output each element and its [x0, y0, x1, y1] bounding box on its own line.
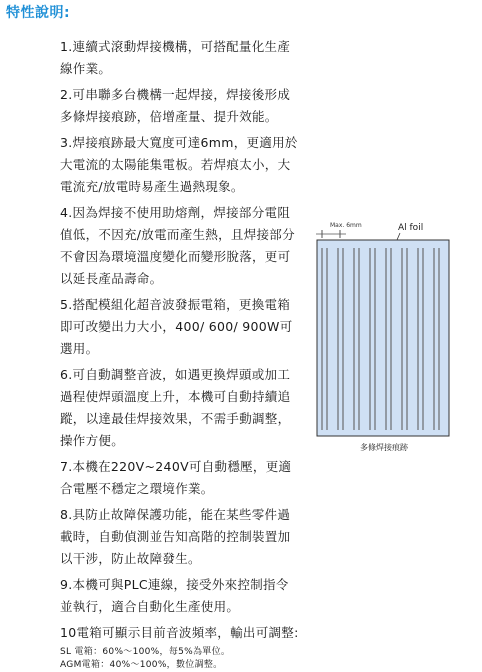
feature-item-3: 3.焊接痕跡最大寬度可達6mm，更適用於大電流的太陽能集電板。若焊痕太小，大電流充/放電時易產生過熱現象。 — [60, 135, 298, 194]
feature-item-8: 8.具防止故障保護功能，能在某些零件過載時，自動偵測並告知高階的控制裝置加以干涉，防止故障發生。 — [60, 507, 291, 566]
spec-line-sl: SL 電箱：60%～100%，每5%為單位。 — [60, 647, 231, 657]
feature-item-1: 1.連續式滾動焊接機構，可搭配量化生產線作業。 — [60, 39, 291, 76]
diagram-caption: 多條焊接痕跡 — [360, 443, 408, 452]
weld-diagram-figure — [314, 218, 454, 458]
feature-list — [60, 36, 300, 672]
feature-item-4: 4.因為焊接不使用助熔劑，焊接部分電阻值低，不因充/放電而產生熱，且焊接部分不會因為環境溫度變化而變形脫落，更可以延長產品壽命。 — [60, 205, 295, 286]
weld-diagram — [314, 218, 454, 462]
feature-item-7: 7.本機在220V~240V可自動穩壓，更適合電壓不穩定之環境作業。 — [60, 459, 292, 496]
foil-label: Al foil — [398, 223, 424, 233]
width-label: Max. 6mm — [330, 222, 362, 229]
feature-item-10: 10電箱可顯示目前音波頻率，輸出可調整: — [60, 625, 299, 640]
feature-item-5: 5.搭配模組化超音波發振電箱，更換電箱即可改變出力大小，400/ 600/ 900W可選用。 — [60, 297, 293, 356]
feature-item-9: 9.本機可與PLC連線，接受外來控制指令並執行，適合自動化生產使用。 — [60, 577, 289, 614]
spec-line-agm: AGM電箱：40%～100%，數位調整。 — [60, 660, 223, 670]
feature-item-6: 6.可自動調整音波，如遇更換焊頭或加工過程使焊頭溫度上升，本機可自動持續追蹤，以達最佳焊接效果，不需手動調整，操作方便。 — [60, 367, 291, 448]
solar-panel — [317, 240, 449, 436]
section-heading: 特性說明: — [6, 5, 71, 21]
feature-item-2: 2.可串聯多台機構一起焊接，焊接後形成多條焊接痕跡，倍增產量、提升效能。 — [60, 87, 291, 124]
